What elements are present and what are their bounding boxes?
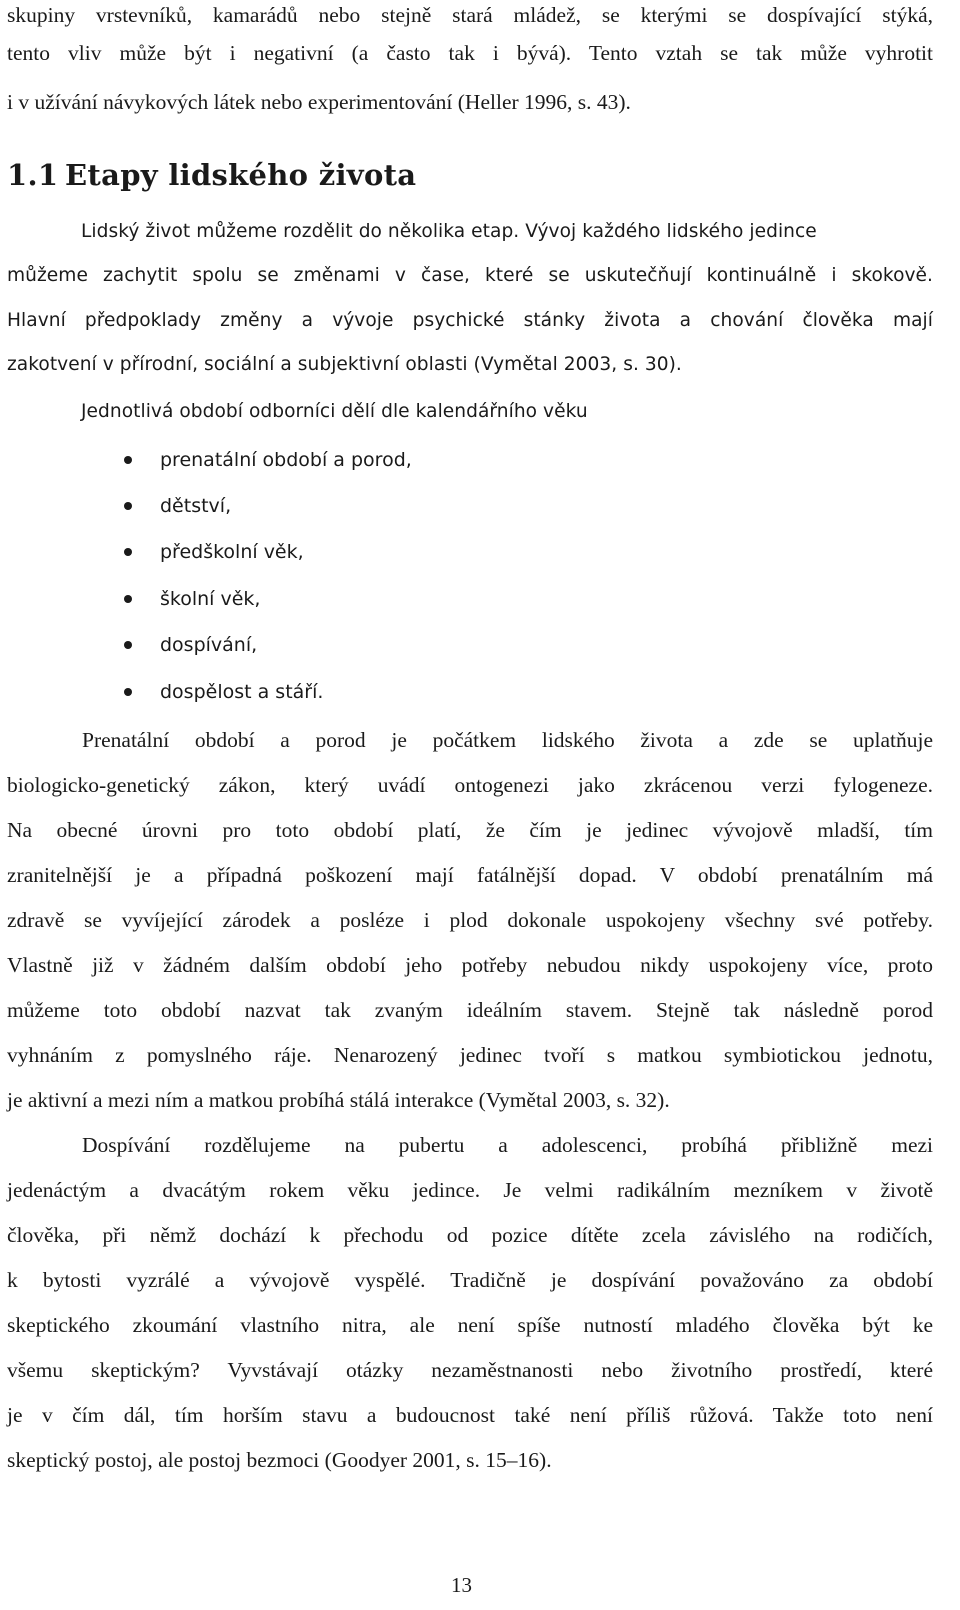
section-heading	[7, 155, 416, 195]
p1-line-4: zakotvení v přírodní, sociální a subjektivní oblasti (Vymětal 2003, s. 30).	[7, 354, 682, 375]
bullet-icon	[124, 688, 132, 696]
p1-line-3: Hlavní předpoklady změny a vývoje psychické stánky života a chování člověka mají	[7, 310, 933, 331]
intro-line-1: skupiny vrstevníků, kamarádů nebo stejně stará mládež, se kterými se dospívající stýká,	[7, 3, 933, 27]
p3-line-6: všemu skeptickým? Vyvstávají otázky nezaměstnanosti nebo životního prostředí, které	[7, 1358, 933, 1382]
p1-line-2: můžeme zachytit spolu se změnami v čase, které se uskutečňují kontinuálně i skokově.	[7, 265, 933, 286]
p2-line-5: zdravě se vyvíjející zárodek a posléze i plod dokonale uspokojeny všechny své potřeby.	[7, 908, 933, 932]
p2-line-7: můžeme toto období nazvat tak zvaným ideálním stavem. Stejně tak následně porod	[7, 998, 933, 1022]
bullet-icon	[124, 456, 132, 464]
bullet-icon	[124, 502, 132, 510]
p2-line-9: je aktivní a mezi ním a matkou probíhá stálá interakce (Vymětal 2003, s. 32).	[7, 1088, 670, 1112]
p2-line-1: Prenatální období a porod je počátkem lidského života a zde se uplatňuje	[82, 728, 933, 752]
intro-line-2: tento vliv může být i negativní (a často tak i bývá). Tento vztah se tak může vyhrotit	[7, 41, 933, 65]
p3-line-5: skeptického zkoumání vlastního nitra, ale není spíše nutností mladého člověka být ke	[7, 1313, 933, 1337]
intro-line-3: i v užívání návykových látek nebo experimentování (Heller 1996, s. 43).	[7, 90, 631, 114]
bullet-icon	[124, 595, 132, 603]
p2-line-2: biologicko-genetický zákon, který uvádí ontogenezi jako zkrácenou verzi fylogeneze.	[7, 773, 933, 797]
p3-line-8: skeptický postoj, ale postoj bezmoci (Goodyer 2001, s. 15–16).	[7, 1448, 552, 1472]
section-number: 1.1	[7, 158, 59, 192]
p3-line-3: člověka, při němž dochází k přechodu od pozice dítěte zcela závislého na rodičích,	[7, 1223, 933, 1247]
p2-line-8: vyhnáním z pomyslného ráje. Nenarozený jedinec tvoří s matkou symbiotickou jednotu,	[7, 1043, 933, 1067]
section-title: Etapy lidského života	[65, 158, 417, 192]
p2-line-4: zranitelnější je a případná poškození mají fatálnější dopad. V období prenatálním má	[7, 863, 933, 887]
page-number: 13	[451, 1573, 472, 1597]
p3-line-4: k bytosti vyzrálé a vývojově vyspělé. Tradičně je dospívání považováno za období	[7, 1268, 933, 1292]
list-intro: Jednotlivá období odborníci dělí dle kalendářního věku	[81, 401, 588, 422]
p1-line-1: Lidský život můžeme rozdělit do několika etap. Vývoj každého lidského jedince	[81, 221, 817, 242]
p2-line-6: Vlastně již v žádném dalším období jeho potřeby nebudou nikdy uspokojeny více, proto	[7, 953, 933, 977]
p3-line-2: jedenáctým a dvacátým rokem věku jedince. Je velmi radikálním mezníkem v životě	[7, 1178, 933, 1202]
bullet-icon	[124, 641, 132, 649]
p3-line-7: je v čím dál, tím horším stavu a budoucnost také není příliš růžová. Takže toto není	[7, 1403, 933, 1427]
p3-line-1: Dospívání rozdělujeme na pubertu a adolescenci, probíhá přibližně mezi	[82, 1133, 933, 1157]
p2-line-3: Na obecné úrovni pro toto období platí, že čím je jedinec vývojově mladší, tím	[7, 818, 933, 842]
bullet-icon	[124, 548, 132, 556]
